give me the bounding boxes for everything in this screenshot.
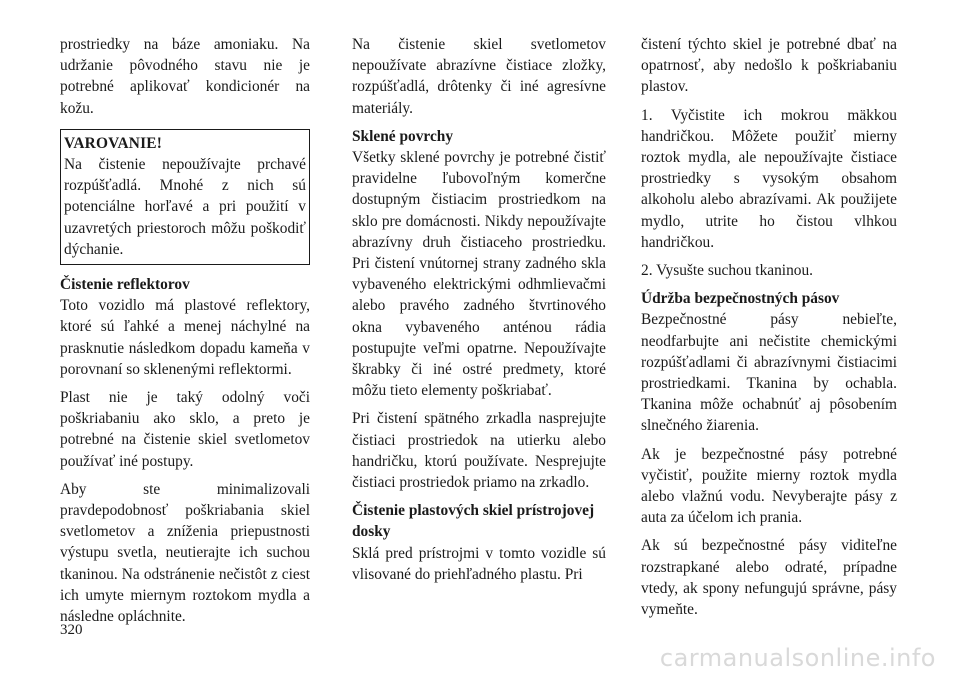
warning-title: VAROVANIE! [64,134,163,152]
paragraph: Sklá pred prístrojmi v tomto vozidle sú vlisované do priehľadného plastu. Pri [352,544,606,583]
page-number: 320 [60,622,83,638]
column-3 [641,34,897,627]
paragraph: Na čistenie skiel svetlometov nepoužívate abrazívne čistiace zložky, rozpúšťadlá, drôtenky či iné agresívne materiály. [352,36,606,117]
paragraph: Pri čistení spätného zrkadla nasprejujte čistiaci prostriedok na utierku alebo handričku, ktorú používate. Nesprejujte čistiaci prostriedok priamo na zrkadlo. [352,410,606,492]
paragraph: Všetky sklené povrchy je potrebné čistiť pravidelne ľubovoľným komerčne dostupným čistiacim prostriedkom na sklo pre domácnosti. Nikdy nepoužívajte abrazívny druh čistiaceho prostriedku. Pri čistení vnútornej strany zadného skla vybaveného elektrickými odhmlievačmi alebo pravého zadného štvrtinového okna vybaveného anténou rádia postupujte veľmi opatrne. Nepoužívajte škrabky či iné ostré predmety, ktoré môžu tieto elementy poškriabať. [352,149,606,400]
column-2 [352,34,606,592]
warning-box [60,129,310,265]
paragraph: Toto vozidlo má plastové reflektory, ktoré sú ľahké a menej náchylné na prasknutie následkom dopadu kameňa v porovnaní so sklenenými reflektormi. [60,297,310,378]
paragraph: Ak sú bezpečnostné pásy viditeľne rozstrapkané alebo odraté, prípadne vtedy, ak spony nefungujú správne, pásy vymeňte. [641,537,897,619]
column-1 [60,34,310,634]
paragraph: prostriedky na báze amoniaku. Na udržanie pôvodného stavu nie je potrebné aplikovať kondicionér na kožu. [60,36,310,117]
section-heading-headlights: Čistenie reflektorov [60,276,190,294]
paragraph: Plast nie je taký odolný voči poškriabaniu ako sklo, a preto je potrebné na čistenie skiel svetlometov používať iné postupy. [60,389,310,470]
section-heading-glass-surfaces: Sklené povrchy [352,127,454,145]
warning-text: Na čistenie nepoužívajte prchavé rozpúšťadlá. Mnohé z nich sú potenciálne horľavé a pri použití v uzavretých priestoroch môžu poškodiť dýchanie. [64,156,306,258]
paragraph: Bezpečnostné pásy nebieľte, neodfarbujte ani nečistite chemickými rozpúšťadlami či abrazívnymi čistiacimi prostriedkami. Tkanina by ochabla. Tkanina môže ochabnúť aj pôsobením slnečného žiarenia. [641,311,897,435]
paragraph: Aby ste minimalizovali pravdepodobnosť poškriabania skiel svetlometov a zníženia priepustnosti výstupu svetla, neutierajte ich suchou tkaninou. Na odstránenie nečistôt z ciest ich umyte miernym roztokom mydla a následne opláchnite. [60,480,310,626]
paragraph: Ak je bezpečnostné pásy potrebné vyčistiť, použite mierny roztok mydla alebo vlažnú vodu. Nevyberajte pásy z auta za účelom ich prania. [641,445,897,527]
section-heading-seat-belts: Údržba bezpečnostných pásov [641,290,840,308]
paragraph: čistení týchto skiel je potrebné dbať na opatrnosť, aby nedošlo k poškriabaniu plastov. [641,36,897,96]
list-item: 2. Vysušte suchou tkaninou. [641,262,814,280]
list-item: 1. Vyčistite ich mokrou mäkkou handričkou. Môžete použiť mierny roztok mydla, ale nepoužívajte čistiace prostriedky s vysokým obsahom alkoholu alebo abrazívami. Ak použijete mydlo, utrite ho čistou vlhkou handričkou. [641,106,897,251]
watermark: carmanualsonline.info [659,644,936,672]
section-heading-instrument-lenses: Čistenie plastových skiel prístrojovej dosky [352,502,595,541]
